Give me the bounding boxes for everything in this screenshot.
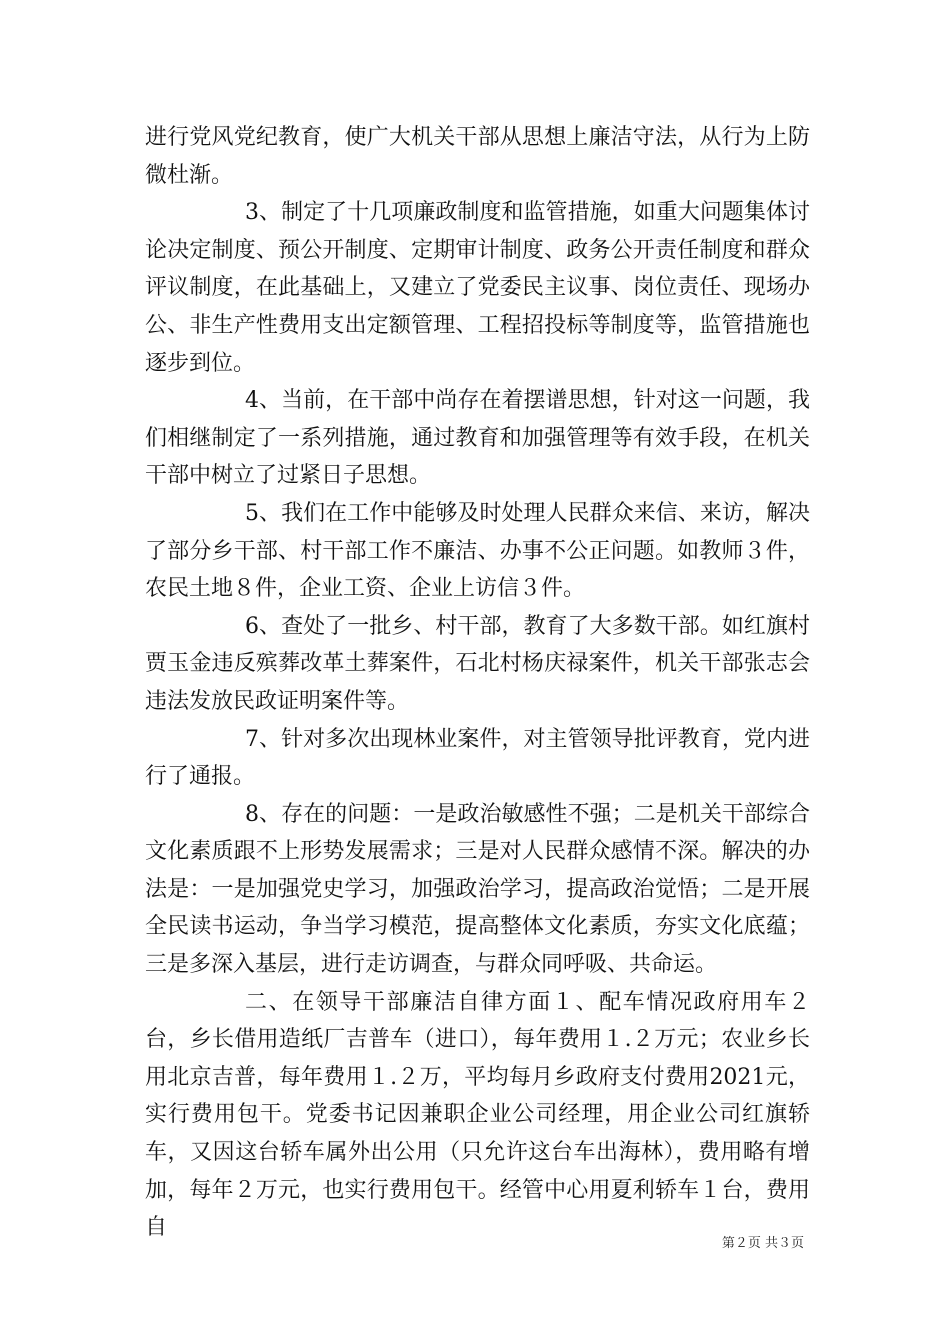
page-number-footer: 第２页 共３页 [721, 1236, 804, 1251]
paragraph-continuation: 进行党风党纪教育，使广大机关干部从思想上廉洁守法，从行为上防微杜渐。 [145, 125, 810, 188]
paragraph-item-6: 6、查处了一批乡、村干部，教育了大多数干部。如红旗村贾玉金违反殡葬改革土葬案件，石北村杨庆禄案件，机关干部张志会违法发放民政证明案件等。 [145, 613, 810, 714]
paragraph-item-3: 3、制定了十几项廉政制度和监管措施，如重大问题集体讨论决定制度、预公开制度、定期审计制度、政务公开责任制度和群众评议制度，在此基础上，又建立了党委民主议事、岗位责任、现场办公、非生产性费用支出定额管理、工程招投标等制度等，监管措施也逐步到位。 [145, 200, 810, 376]
paragraph-section-2: 二、在领导干部廉洁自律方面１、配车情况政府用车２台，乡长借用造纸厂吉普车（进口），每年费用１.２万元；农业乡长用北京吉普，每年费用１.２万，平均每月乡政府支付费用2021元，实行费用包干。党委书记因兼职企业公司经理，用企业公司红旗轿车，又因这台轿车属外出公用（只允许这台车出海林），费用略有增加，每年２万元，也实行费用包干。经管中心用夏利轿车１台，费用自 [145, 989, 810, 1241]
paragraph-item-5: 5、我们在工作中能够及时处理人民群众来信、来访，解决了部分乡干部、村干部工作不廉洁、办事不公正问题。如教师３件，农民土地８件，企业工资、企业上访信３件。 [145, 500, 810, 602]
paragraph-item-7: 7、针对多次出现林业案件，对主管领导批评教育，党内进行了通报。 [145, 726, 810, 790]
paragraph-item-4: 4、当前，在干部中尚存在着摆谱思想，针对这一问题，我们相继制定了一系列措施，通过教育和加强管理等有效手段，在机关干部中树立了过紧日子思想。 [145, 388, 810, 489]
paragraph-item-8: 8、存在的问题：一是政治敏感性不强；二是机关干部综合文化素质跟不上形势发展需求；三是对人民群众感情不深。解决的办法是：一是加强党史学习，加强政治学习，提高政治觉悟；二是开展全民读书运动，争当学习模范，提高整体文化素质，夯实文化底蕴；三是多深入基层，进行走访调查，与群众同呼吸、共命运。 [145, 801, 810, 978]
document-body [145, 119, 810, 1247]
